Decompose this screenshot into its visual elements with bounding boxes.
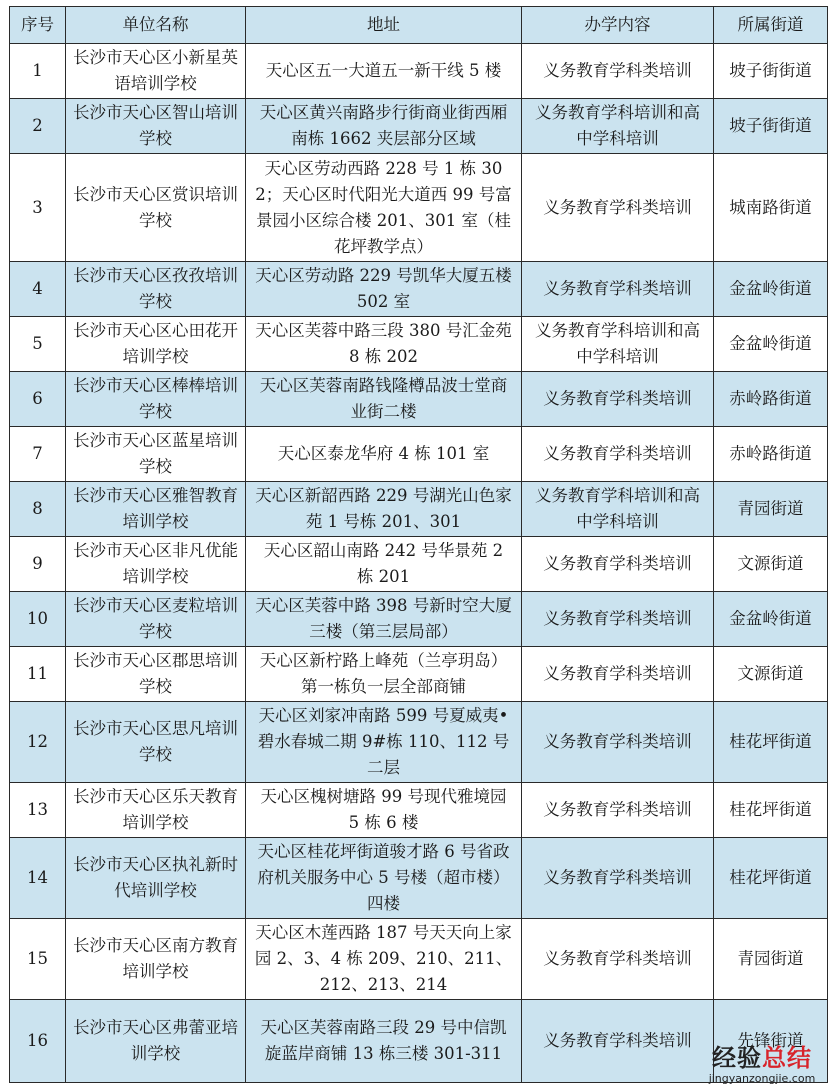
site-watermark bbox=[696, 1044, 828, 1085]
cell-address: 天心区芙蓉中路三段 380 号汇金苑 8 栋 202 bbox=[246, 317, 522, 372]
cell-address: 天心区芙蓉南路钱隆樽品波士堂商业街二楼 bbox=[246, 372, 522, 427]
cell-name: 长沙市天心区孜孜培训学校 bbox=[66, 262, 246, 317]
cell-address: 天心区槐树塘路 99 号现代雅境园 5 栋 6 楼 bbox=[246, 783, 522, 838]
cell-content: 义务教育学科类培训 bbox=[522, 783, 714, 838]
cell-no: 13 bbox=[10, 783, 66, 838]
cell-street: 金盆岭街道 bbox=[714, 317, 828, 372]
table-row bbox=[10, 592, 828, 647]
cell-street: 赤岭路街道 bbox=[714, 427, 828, 482]
cell-name: 长沙市天心区麦粒培训学校 bbox=[66, 592, 246, 647]
cell-address: 天心区泰龙华府 4 栋 101 室 bbox=[246, 427, 522, 482]
cell-street: 桂花坪街道 bbox=[714, 702, 828, 783]
cell-address: 天心区黄兴南路步行街商业街西厢南栋 1662 夹层部分区域 bbox=[246, 99, 522, 154]
cell-name: 长沙市天心区思凡培训学校 bbox=[66, 702, 246, 783]
cell-street: 金盆岭街道 bbox=[714, 592, 828, 647]
cell-address: 天心区芙蓉中路 398 号新时空大厦三楼（第三层局部） bbox=[246, 592, 522, 647]
cell-address: 天心区木莲西路 187 号天天向上家园 2、3、4 栋 209、210、211、212、213、214 bbox=[246, 919, 522, 1000]
cell-no: 6 bbox=[10, 372, 66, 427]
cell-content: 义务教育学科类培训 bbox=[522, 537, 714, 592]
cell-no: 16 bbox=[10, 1000, 66, 1083]
watermark-title-highlight: 总结 bbox=[762, 1044, 812, 1072]
cell-content: 义务教育学科培训和高中学科培训 bbox=[522, 99, 714, 154]
cell-content: 义务教育学科类培训 bbox=[522, 592, 714, 647]
cell-no: 14 bbox=[10, 838, 66, 919]
cell-name: 长沙市天心区执礼新时代培训学校 bbox=[66, 838, 246, 919]
cell-street: 坡子街街道 bbox=[714, 99, 828, 154]
cell-name: 长沙市天心区弗蕾亚培训学校 bbox=[66, 1000, 246, 1083]
table-row bbox=[10, 99, 828, 154]
cell-street: 青园街道 bbox=[714, 919, 828, 1000]
table-row bbox=[10, 537, 828, 592]
cell-street: 文源街道 bbox=[714, 537, 828, 592]
cell-no: 15 bbox=[10, 919, 66, 1000]
cell-street: 赤岭路街道 bbox=[714, 372, 828, 427]
cell-name: 长沙市天心区南方教育培训学校 bbox=[66, 919, 246, 1000]
cell-street: 先锋街道 bbox=[714, 1000, 828, 1083]
cell-no: 9 bbox=[10, 537, 66, 592]
cell-name: 长沙市天心区赏识培训学校 bbox=[66, 154, 246, 262]
cell-name: 长沙市天心区郡思培训学校 bbox=[66, 647, 246, 702]
cell-content: 义务教育学科类培训 bbox=[522, 154, 714, 262]
cell-content: 义务教育学科类培训 bbox=[522, 647, 714, 702]
cell-no: 11 bbox=[10, 647, 66, 702]
cell-no: 3 bbox=[10, 154, 66, 262]
cell-street: 坡子街街道 bbox=[714, 44, 828, 99]
cell-no: 5 bbox=[10, 317, 66, 372]
cell-address: 天心区芙蓉南路三段 29 号中信凯旋蓝岸商铺 13 栋三楼 301-311 bbox=[246, 1000, 522, 1083]
cell-name: 长沙市天心区乐天教育培训学校 bbox=[66, 783, 246, 838]
table-row bbox=[10, 262, 828, 317]
cell-address: 天心区新柠路上峰苑（兰亭玥岛）第一栋负一层全部商铺 bbox=[246, 647, 522, 702]
cell-address: 天心区桂花坪街道骏才路 6 号省政府机关服务中心 5 号楼（超市楼）四楼 bbox=[246, 838, 522, 919]
cell-content: 义务教育学科类培训 bbox=[522, 838, 714, 919]
cell-street: 桂花坪街道 bbox=[714, 783, 828, 838]
watermark-url: jingyanzongjie.com bbox=[708, 1072, 816, 1085]
table-row bbox=[10, 482, 828, 537]
cell-content: 义务教育学科培训和高中学科培训 bbox=[522, 317, 714, 372]
table-row bbox=[10, 317, 828, 372]
cell-address: 天心区劳动西路 228 号 1 栋 302；天心区时代阳光大道西 99 号富景园小区综合楼 201、301 室（桂花坪教学点） bbox=[246, 154, 522, 262]
cell-street: 青园街道 bbox=[714, 482, 828, 537]
cell-content: 义务教育学科类培训 bbox=[522, 44, 714, 99]
cell-address: 天心区刘家冲南路 599 号夏威夷•碧水春城二期 9#栋 110、112 号二层 bbox=[246, 702, 522, 783]
cell-name: 长沙市天心区智山培训学校 bbox=[66, 99, 246, 154]
watermark-title-plain: 经验 bbox=[712, 1044, 762, 1072]
cell-no: 8 bbox=[10, 482, 66, 537]
school-list-table bbox=[9, 6, 828, 1083]
cell-address: 天心区新韶西路 229 号湖光山色家苑 1 号栋 201、301 bbox=[246, 482, 522, 537]
cell-name: 长沙市天心区棒棒培训学校 bbox=[66, 372, 246, 427]
cell-address: 天心区五一大道五一新干线 5 楼 bbox=[246, 44, 522, 99]
cell-content: 义务教育学科类培训 bbox=[522, 262, 714, 317]
cell-no: 12 bbox=[10, 702, 66, 783]
table-row bbox=[10, 783, 828, 838]
cell-street: 桂花坪街道 bbox=[714, 838, 828, 919]
cell-content: 义务教育学科类培训 bbox=[522, 427, 714, 482]
cell-content: 义务教育学科类培训 bbox=[522, 372, 714, 427]
cell-content: 义务教育学科类培训 bbox=[522, 919, 714, 1000]
header-street: 所属街道 bbox=[714, 7, 828, 44]
table-row bbox=[10, 647, 828, 702]
table-row bbox=[10, 919, 828, 1000]
cell-no: 10 bbox=[10, 592, 66, 647]
cell-content: 义务教育学科类培训 bbox=[522, 1000, 714, 1083]
cell-content: 义务教育学科培训和高中学科培训 bbox=[522, 482, 714, 537]
cell-no: 1 bbox=[10, 44, 66, 99]
cell-name: 长沙市天心区雅智教育培训学校 bbox=[66, 482, 246, 537]
header-content: 办学内容 bbox=[522, 7, 714, 44]
table-row bbox=[10, 372, 828, 427]
cell-street: 文源街道 bbox=[714, 647, 828, 702]
cell-no: 2 bbox=[10, 99, 66, 154]
table-header-row bbox=[10, 7, 828, 44]
cell-no: 7 bbox=[10, 427, 66, 482]
cell-address: 天心区劳动路 229 号凯华大厦五楼 502 室 bbox=[246, 262, 522, 317]
table-row bbox=[10, 702, 828, 783]
cell-content: 义务教育学科类培训 bbox=[522, 702, 714, 783]
header-no: 序号 bbox=[10, 7, 66, 44]
cell-name: 长沙市天心区蓝星培训学校 bbox=[66, 427, 246, 482]
header-address: 地址 bbox=[246, 7, 522, 44]
table-row bbox=[10, 154, 828, 262]
cell-no: 4 bbox=[10, 262, 66, 317]
header-name: 单位名称 bbox=[66, 7, 246, 44]
cell-name: 长沙市天心区小新星英语培训学校 bbox=[66, 44, 246, 99]
cell-address: 天心区韶山南路 242 号华景苑 2 栋 201 bbox=[246, 537, 522, 592]
cell-name: 长沙市天心区心田花开培训学校 bbox=[66, 317, 246, 372]
cell-street: 金盆岭街道 bbox=[714, 262, 828, 317]
cell-name: 长沙市天心区非凡优能培训学校 bbox=[66, 537, 246, 592]
watermark-title bbox=[696, 1044, 828, 1072]
table-row bbox=[10, 427, 828, 482]
table-row bbox=[10, 44, 828, 99]
table-row bbox=[10, 838, 828, 919]
cell-street: 城南路街道 bbox=[714, 154, 828, 262]
